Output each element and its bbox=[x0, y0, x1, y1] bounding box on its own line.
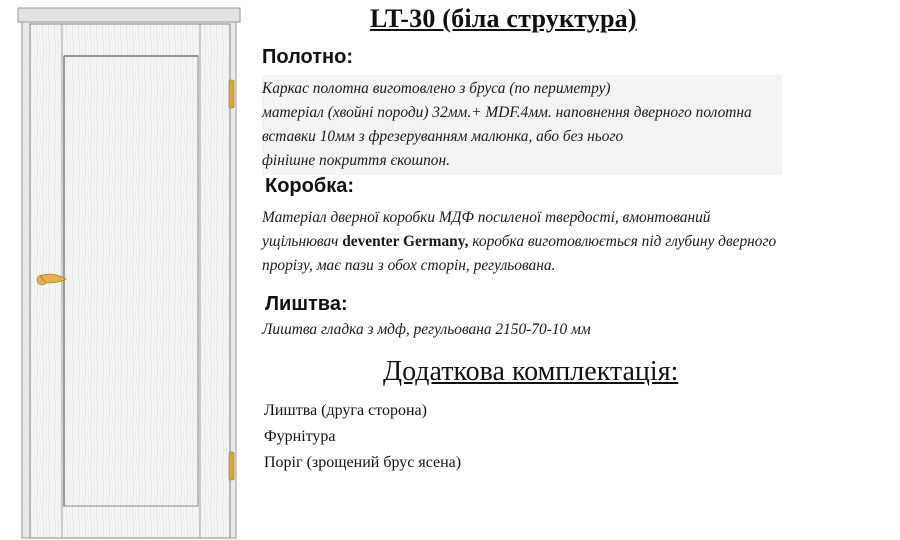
korobka-line: Матеріал дверної коробки МДФ посиленої твердості, вмонтований bbox=[262, 209, 711, 226]
door-illustration bbox=[0, 0, 250, 540]
section-heading-polotno: Полотно: bbox=[262, 46, 354, 68]
korobka-brand: deventer Germany, bbox=[342, 233, 469, 250]
section-text-polotno bbox=[262, 75, 782, 175]
list-item: Поріг (зрощений брус ясена) bbox=[264, 454, 462, 471]
list-item: Фурнітура bbox=[264, 428, 336, 445]
korobka-line2-post: коробка виготовлюється під глубину дверного bbox=[468, 233, 777, 250]
korobka-line: прорізу, має пази з обох сторін, регульована. bbox=[262, 257, 556, 274]
door-top-trim bbox=[18, 8, 240, 22]
polotno-line: Каркас полотна виготовлено з бруса (по периметру) bbox=[262, 80, 611, 97]
polotno-line: матеріал (хвойні породи) 32мм.+ MDF.4мм. наповнення дверного полотна bbox=[262, 104, 752, 121]
list-item: Лиштва (друга сторона) bbox=[264, 402, 427, 419]
door-image bbox=[0, 0, 250, 540]
korobka-line bbox=[262, 230, 776, 254]
lyshtva-line: Лиштва гладка з мдф, регульована 2150-70-10 мм bbox=[262, 321, 591, 338]
section-heading-korobka: Коробка: bbox=[265, 175, 355, 197]
door-inner-panel bbox=[64, 56, 198, 506]
extras-list bbox=[264, 398, 461, 476]
page-title: LT-30 (біла структура) bbox=[370, 4, 637, 33]
polotno-line: вставки 10мм з фрезеруванням малюнка, або без нього bbox=[262, 128, 624, 145]
section-text-korobka bbox=[262, 206, 776, 278]
section-heading-lyshtva: Лиштва: bbox=[265, 293, 348, 315]
korobka-line2-pre: ущільнювач bbox=[262, 233, 343, 250]
polotno-line: фінішне покриття єкошпон. bbox=[262, 152, 450, 169]
extras-title: Додаткова комплектація: bbox=[383, 356, 679, 387]
section-text-lyshtva bbox=[262, 318, 591, 342]
